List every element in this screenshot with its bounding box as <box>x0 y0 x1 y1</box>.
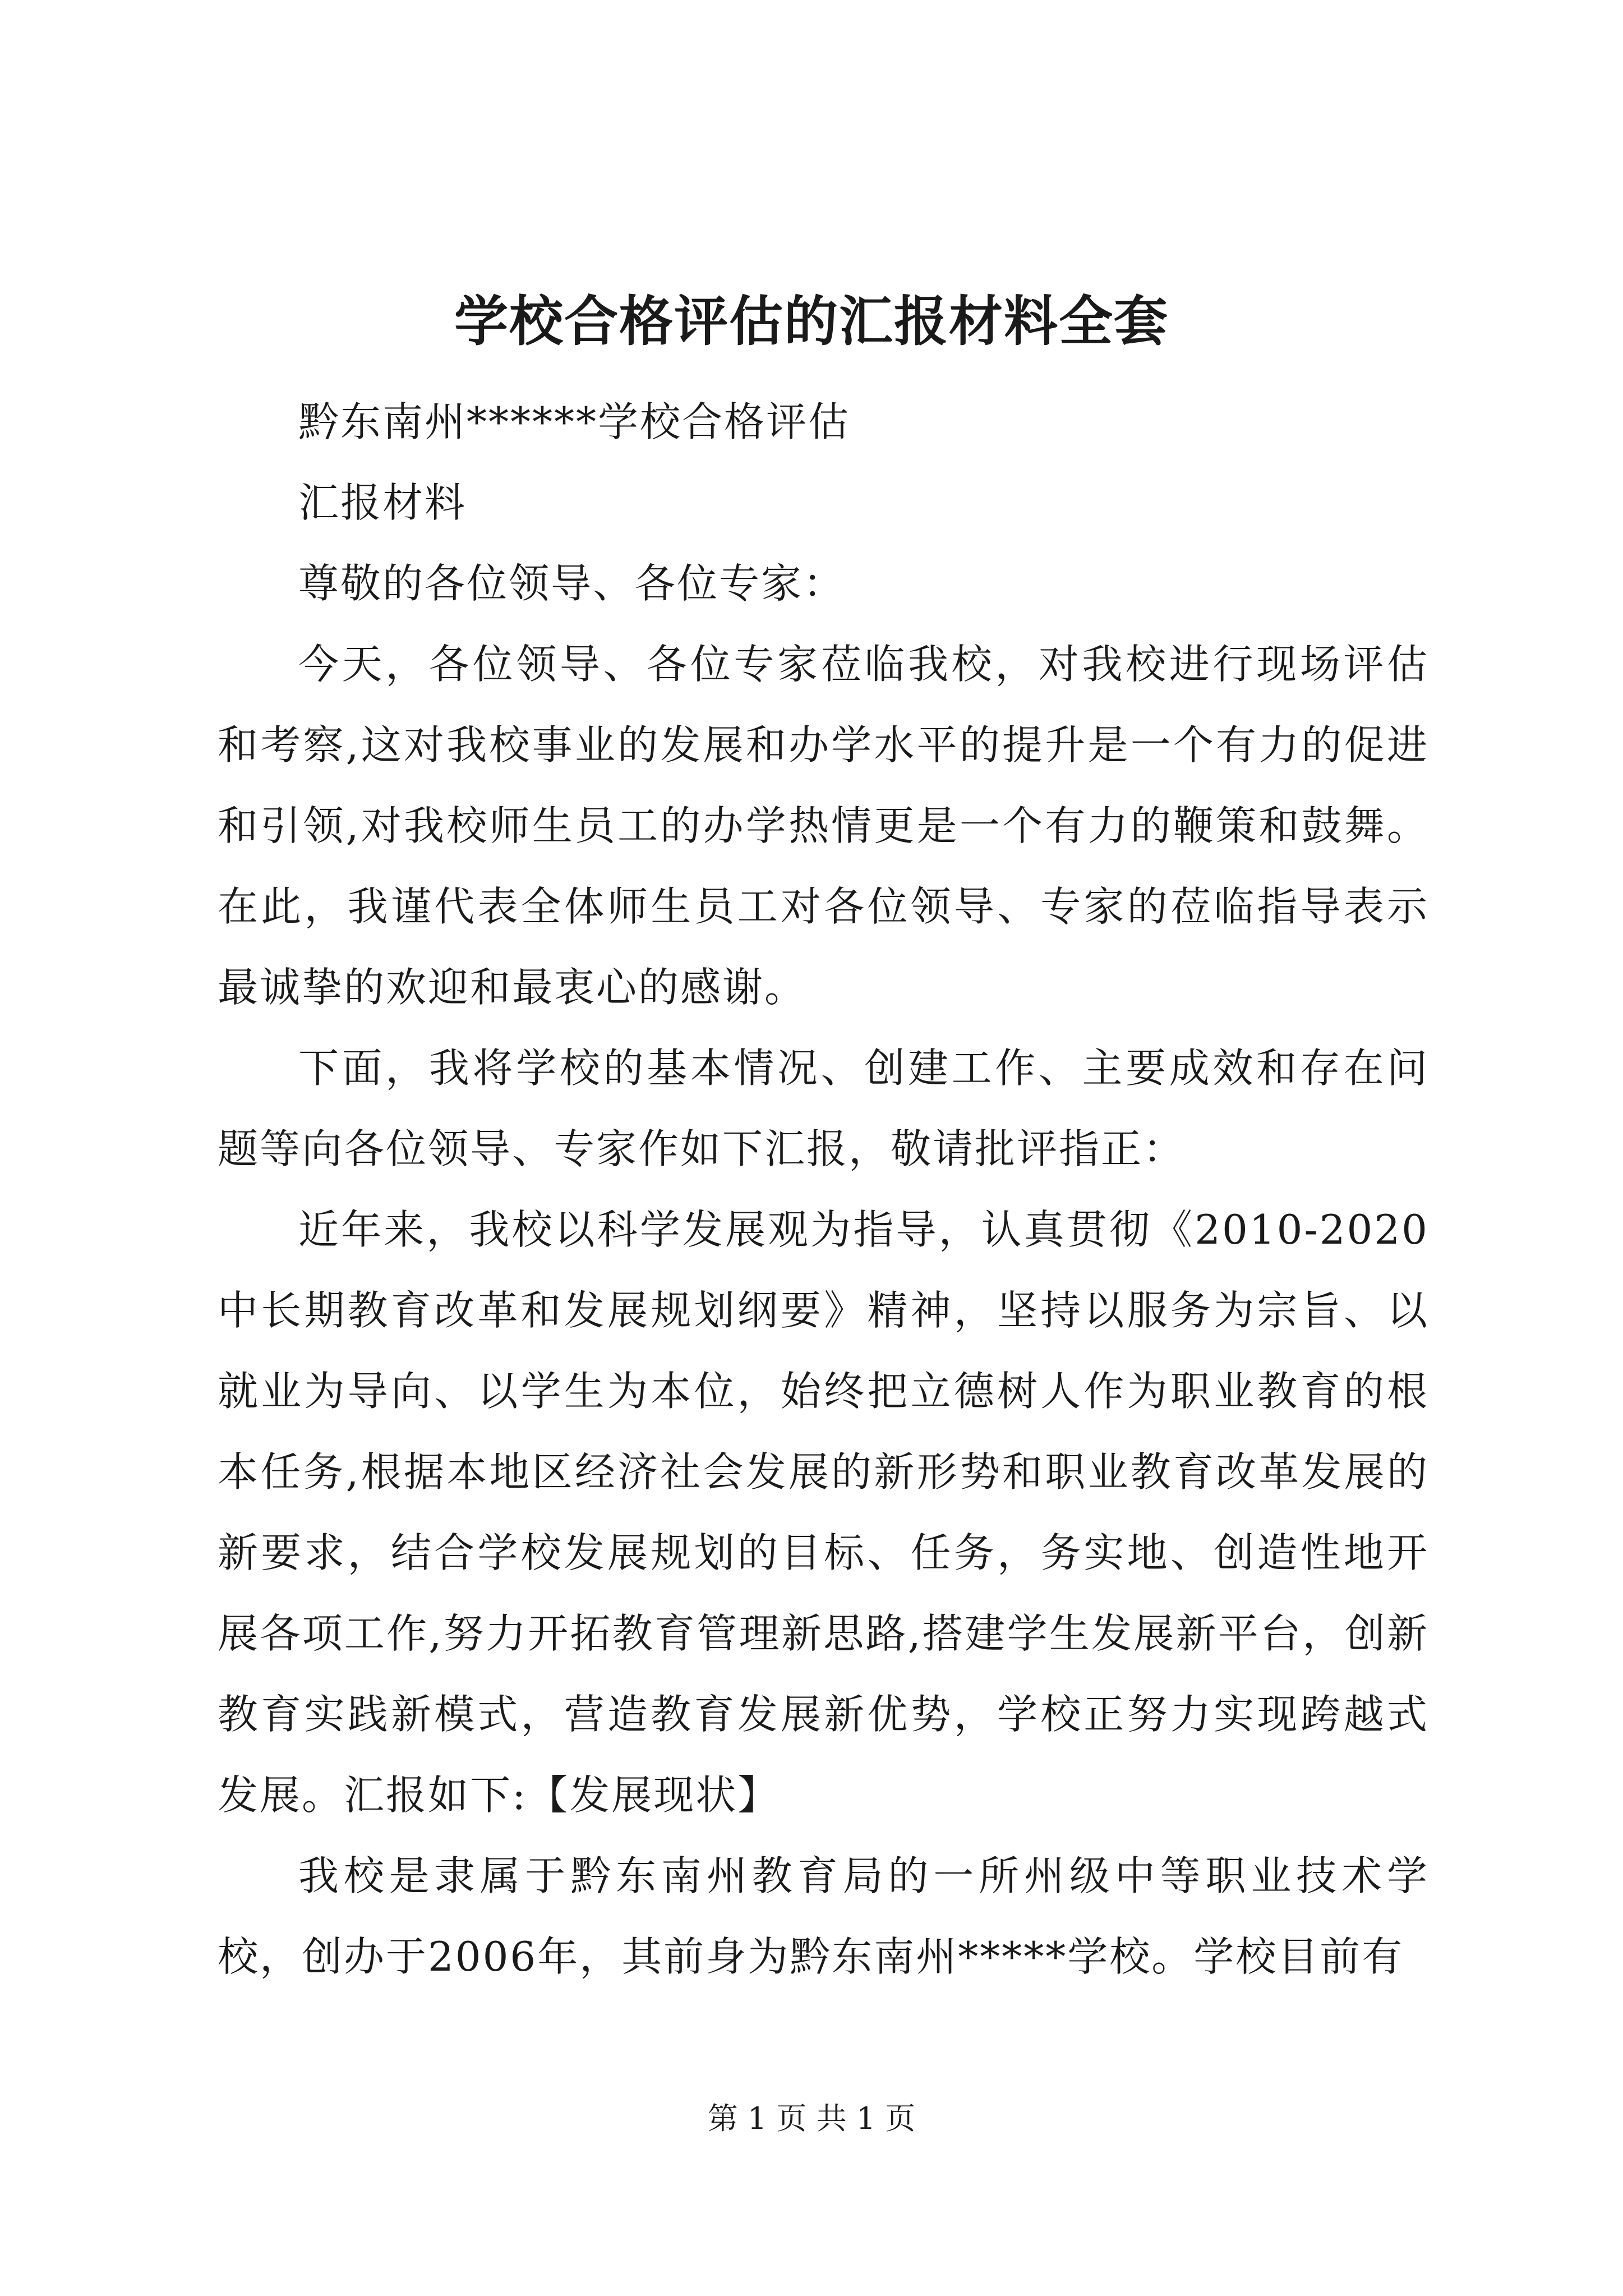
document-title: 学校合格评估的汇报材料全套 <box>454 289 1169 353</box>
paragraph-overview: 近年来，我校以科学发展观为指导，认真贯彻《2010-2020中长期教育改革和发展规划纲要》精神，坚持以服务为宗旨、以就业为导向、以学生为本位，始终把立德树人作为职业教育的根本任务,根据本地区经济社会发展的新形势和职业教育改革发展的新要求，结合学校发展规划的目标、任务，务实地、创造性地开展各项工作,努力开拓教育管理新思路,搭建学生发展新平台，创新教育实践新模式，营造教育发展新优势，学校正努力实现跨越式发展。汇报如下:【发展现状】 <box>218 1206 1429 1819</box>
paragraph-intro: 下面，我将学校的基本情况、创建工作、主要成效和存在问题等向各位领导、专家作如下汇报，敬请批评指正： <box>218 1045 1429 1172</box>
document-body <box>218 381 1429 1997</box>
paragraph-salutation: 尊敬的各位领导、各位专家： <box>298 560 846 607</box>
paragraph-welcome: 今天，各位领导、各位专家莅临我校，对我校进行现场评估和考察,这对我校事业的发展和办学水平的提升是一个有力的促进和引领,对我校师生员工的办学热情更是一个有力的鞭策和鼓舞。在此，我谨代表全体师生员工对各位领导、专家的莅临指导表示最诚挚的欢迎和最衷心的感谢。 <box>218 641 1429 1011</box>
page-footer: 第 1 页 共 1 页 <box>707 2101 916 2136</box>
paragraph-school-profile: 我校是隶属于黔东南州教育局的一所州级中等职业技术学校，创办于2006年，其前身为黔东南州*****学校。学校目前有 <box>218 1852 1429 1980</box>
paragraph-report-heading: 汇报材料 <box>298 479 467 526</box>
paragraph-school-name: 黔东南州******学校合格评估 <box>298 398 851 445</box>
